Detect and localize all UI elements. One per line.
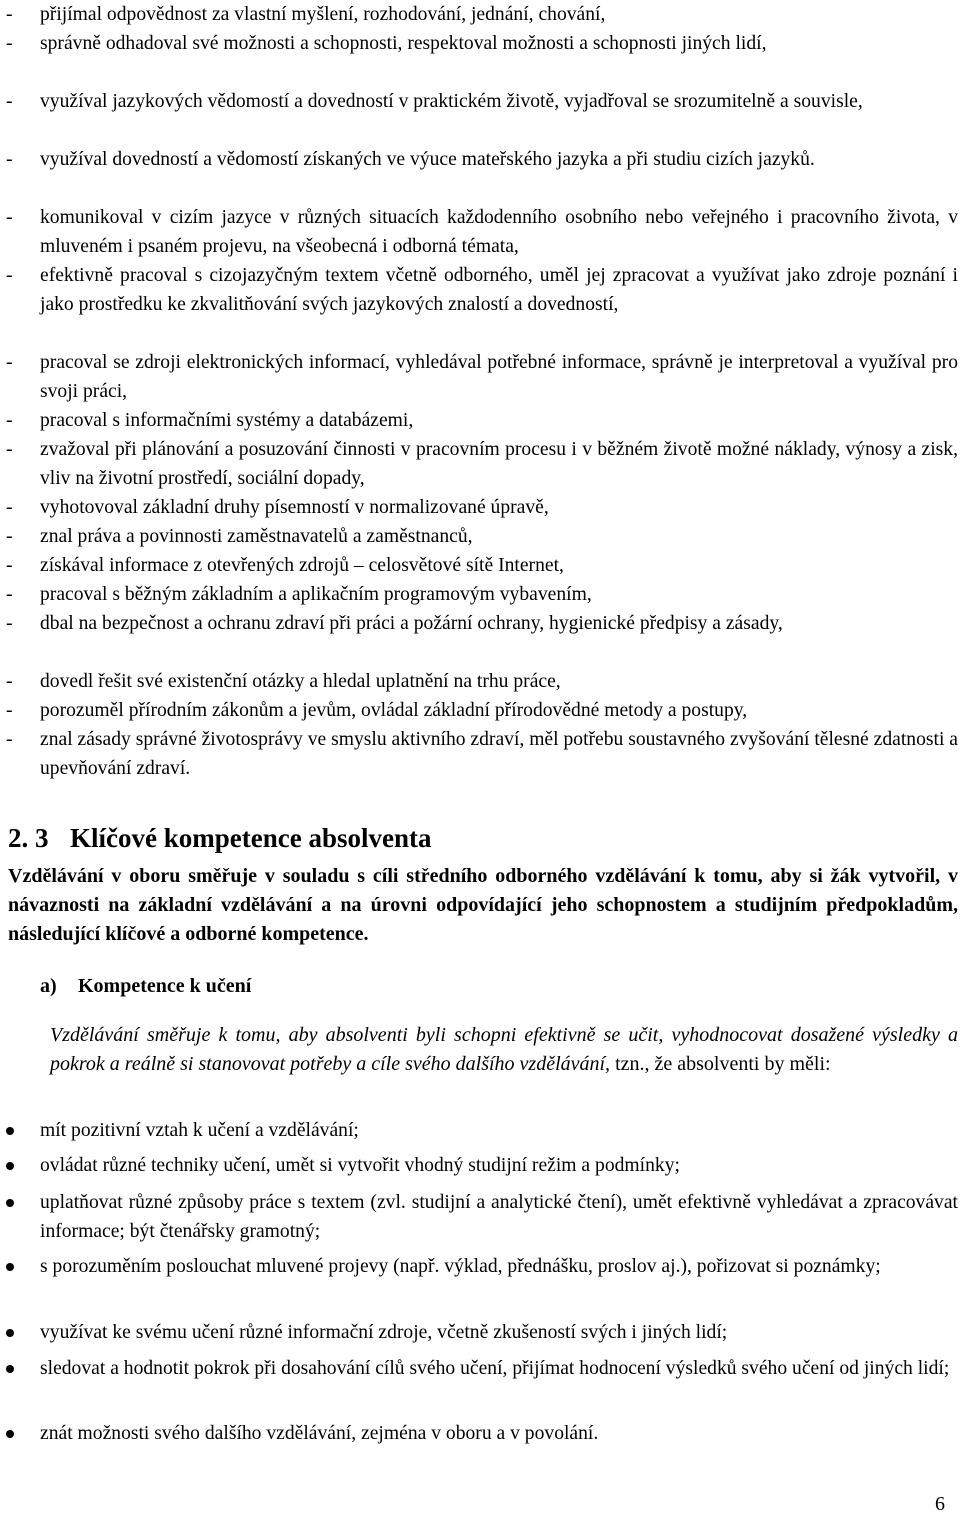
- section-number: 2. 3: [8, 823, 49, 853]
- section-title: Klíčové kompetence absolventa: [70, 823, 432, 853]
- bullet-icon: [6, 1199, 14, 1207]
- list-item: - dovedl řešit své existenční otázky a hledal uplatnění na trhu práce,: [6, 671, 561, 692]
- list-item: znát možnosti svého dalšího vzdělávání, zejména v oboru a v povolání.: [40, 1419, 958, 1448]
- list-item: - pracoval s informačními systémy a databázemi,: [6, 410, 414, 431]
- bullet-icon: [6, 1365, 14, 1373]
- section-heading: [8, 820, 948, 856]
- list-item: sledovat a hodnotit pokrok při dosahování cílů svého učení, přijímat hodnocení výsledků svého učení od jiných lidí;: [40, 1354, 958, 1383]
- list-item: - získával informace z otevřených zdrojů – celosvětové sítě Internet,: [6, 555, 564, 576]
- subsection-title: Kompetence k učení: [78, 975, 252, 997]
- list-item: využívat ke svému učení různé informační zdroje, včetně zkušeností svých i jiných lidí;: [40, 1318, 958, 1347]
- list-item: - využíval dovedností a vědomostí získaných ve výuce mateřského jazyka a při studiu cizích jazyků.: [6, 149, 815, 170]
- list-item: - správně odhadoval své možnosti a schopnosti, respektoval možnosti a schopnosti jiných lidí,: [6, 33, 767, 54]
- list-item: - pracoval se zdroji elektronických informací, vyhledával potřebné informace, správně je interpretoval a využíval pro svoji práci,: [6, 352, 958, 402]
- page-number: 6: [935, 1493, 945, 1515]
- list-item: - znal zásady správné životosprávy ve smyslu aktivního zdraví, měl potřebu soustavného zvyšování tělesné zdatnosti a upevňování zdraví.: [6, 729, 958, 779]
- bullet-icon: [6, 1162, 14, 1170]
- list-item: mít pozitivní vztah k učení a vzdělávání;: [40, 1116, 958, 1145]
- subsection-italic-text: Vzdělávání směřuje k tomu, aby absolventi byli schopni efektivně se učit, vyhodnocovat dosažené výsledky a pokrok a reálně si stanovovat potřeby a cíle svého dalšího vzdělávání,: [50, 1024, 958, 1075]
- bullet-icon: [6, 1430, 14, 1438]
- list-item: ovládat různé techniky učení, umět si vytvořit vhodný studijní režim a podmínky;: [40, 1151, 958, 1180]
- list-item: - využíval jazykových vědomostí a dovedností v praktickém životě, vyjadřoval se srozumitelně a souvisle,: [6, 91, 863, 112]
- bullet-icon: [6, 1329, 14, 1337]
- subsection-heading: [40, 972, 251, 1001]
- list-item: - zvažoval při plánování a posuzování činnosti v pracovním procesu i v běžném životě možné náklady, výnosy a zisk, vliv na životní prostředí, sociální dopady,: [6, 439, 958, 489]
- list-item: s porozuměním poslouchat mluvené projevy (např. výklad, přednášku, proslov aj.), pořizovat si poznámky;: [40, 1252, 958, 1281]
- bullet-icon: [6, 1263, 14, 1271]
- section-intro: Vzdělávání v oboru směřuje v souladu s cíli středního odborného vzdělávání k tomu, aby si žák vytvořil, v návaznosti na základní vzdělávání a na úrovni odpovídající jeho schopnostem a studijním předpokladům, následující klíčové a odborné kompetence.: [8, 865, 958, 945]
- list-item: - vyhotovoval základní druhy písemností v normalizované úpravě,: [6, 497, 549, 518]
- list-item: - přijímal odpovědnost za vlastní myšlení, rozhodování, jednání, chování,: [6, 4, 606, 25]
- subsection-normal-text: tzn., že absolventi by měli:: [615, 1053, 831, 1075]
- list-item: - efektivně pracoval s cizojazyčným textem včetně odborného, uměl jej zpracovat a využívat jako zdroje poznání i jako prostředku ke zkvalitňování svých jazykových znalostí a dovedností,: [6, 265, 958, 315]
- subsection-description: [50, 1021, 958, 1079]
- bullet-icon: [6, 1127, 14, 1135]
- list-item: - komunikoval v cizím jazyce v různých situacích každodenního osobního nebo veřejného i pracovního života, v mluveném i psaném projevu, na všeobecná i odborná témata,: [6, 207, 958, 257]
- list-item: - znal práva a povinnosti zaměstnavatelů a zaměstnanců,: [6, 526, 473, 547]
- list-item: - pracoval s běžným základním a aplikačním programovým vybavením,: [6, 584, 592, 605]
- subsection-letter: a): [40, 975, 57, 997]
- list-item: - dbal na bezpečnost a ochranu zdraví při práci a požární ochrany, hygienické předpisy a zásady,: [6, 613, 783, 634]
- list-item: - porozuměl přírodním zákonům a jevům, ovládal základní přírodovědné metody a postupy,: [6, 700, 748, 721]
- list-item: uplatňovat různé způsoby práce s textem (zvl. studijní a analytické čtení), umět efektivně vyhledávat a zpracovávat informace; být čtenářsky gramotný;: [40, 1188, 958, 1246]
